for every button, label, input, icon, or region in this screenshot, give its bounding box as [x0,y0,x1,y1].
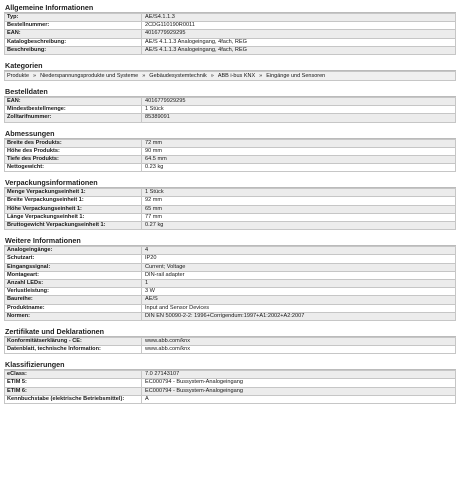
row-label: eClass: [5,371,142,378]
row-value: EC000794 - Bussystem-Analogeingang [145,387,243,394]
section-title: Kategorien [4,61,456,71]
product-datasheet [4,3,456,404]
row-label: Verlustleistung: [5,288,142,295]
row-label: Katalogbeschreibung: [5,39,142,46]
row-value: 1 Stück [145,106,164,113]
table-row [5,379,455,387]
row-label: Breite Verpackungseinheit 1: [5,197,142,204]
table-row [5,388,455,396]
row-value: EC000794 - Bussystem-Analogeingang [145,379,243,386]
row-value: 4016779929295 [145,30,186,37]
table-row [5,14,455,22]
row-label: Höhe des Produkts: [5,148,142,155]
section-kategorien [4,61,456,81]
row-value: 0.27 kg [145,222,164,228]
section-title: Klassifizierungen [4,360,456,370]
row-label: Montageart: [5,272,142,279]
row-label: Konformitätserklärung - CE: [5,338,142,345]
row-value: 90 mm [145,147,163,154]
table-row [5,272,455,280]
info-table [4,13,456,55]
table-row [5,305,455,313]
row-value: 7.0 27143107 [145,371,180,378]
row-value: Input and Sensor Devices [145,304,210,311]
row-value: 64.5 mm [145,155,167,162]
table-row [5,371,455,379]
table-row [5,206,455,214]
row-value: 65 mm [145,205,163,212]
breadcrumb-item[interactable]: Eingänge und Sensoren [266,72,326,79]
row-label: Länge Verpackungseinheit 1: [5,214,142,221]
row-label: Bruttogewicht Verpackungseinheit 1: [5,222,142,229]
section-abmessungen [4,129,456,173]
breadcrumb-item[interactable]: Niederspannungsprodukte und Systeme [40,72,139,79]
table-row [5,247,455,255]
breadcrumb-separator: » [33,72,37,79]
row-label: Typ: [5,14,142,21]
row-value: AE/S 4.1.1.3 Analogeingang, 4fach, REG [145,46,248,53]
table-row [5,396,455,404]
category-breadcrumb [4,71,456,81]
row-value: AE/S 4.1.1.3 Analogeingang, 4fach, REG [145,38,248,45]
row-value: AE/S4.1.1.3 [145,14,175,20]
row-label: Bestellnummer: [5,22,142,29]
row-label: ETIM 5: [5,379,142,386]
row-value: 77 mm [145,213,163,220]
row-value: 1 Stück [145,189,164,196]
row-label: Produktname: [5,305,142,312]
table-row [5,296,455,304]
table-row [5,140,455,148]
breadcrumb-separator: » [259,72,263,79]
row-value: A [145,395,149,402]
table-row [5,214,455,222]
info-table [4,188,456,230]
row-value: 4 [145,247,149,254]
table-row [5,148,455,156]
info-table [4,337,456,354]
table-row [5,106,455,114]
section-title: Weitere Informationen [4,236,456,246]
section-title: Abmessungen [4,129,456,139]
row-value: 4016779929295 [145,97,186,104]
row-label: Höhe Verpackungseinheit 1: [5,206,142,213]
row-label: Zolltarifnummer: [5,114,142,121]
row-value: 1 [145,279,149,286]
breadcrumb-separator: » [142,72,146,79]
row-label: Anzahl LEDs: [5,280,142,287]
row-value: Current; Voltage [145,263,186,270]
table-row [5,164,455,172]
row-label: Eingangssignal: [5,264,142,271]
row-value: DIN-rail adapter [145,271,185,278]
table-row [5,338,455,346]
row-value: DIN EN 50090-2-2: 1996+Corrigendum:1997+A1:2002+A2:2007 [145,312,305,319]
info-table [4,97,456,123]
section-bestelldaten [4,87,456,123]
row-label: EAN: [5,30,142,37]
row-value: IP20 [145,255,157,262]
row-value: AE/S [145,296,158,303]
row-label: Mindestbestellmenge: [5,106,142,113]
table-row [5,197,455,205]
row-label: Beschreibung: [5,47,142,54]
row-value: www.abb.com/knx [145,337,191,344]
section-weitere-informationen [4,236,456,321]
table-row [5,255,455,263]
section-verpackungsinformationen [4,178,456,230]
table-row [5,222,455,230]
info-table [4,370,456,404]
row-label: Menge Verpackungseinheit 1: [5,189,142,196]
table-row [5,280,455,288]
row-label: Schutzart: [5,255,142,262]
section-zertifikate [4,327,456,354]
table-row [5,189,455,197]
table-row [5,22,455,30]
row-value: www.abb.com/knx [145,346,191,353]
table-row [5,313,455,321]
row-value: 92 mm [145,197,163,204]
breadcrumb-separator: » [210,72,214,79]
row-label: Nettogewicht: [5,164,142,171]
breadcrumb-item[interactable]: Produkte [7,72,30,79]
info-table [4,246,456,321]
row-label: Normen: [5,313,142,320]
row-label: ETIM 6: [5,388,142,395]
breadcrumb-item[interactable]: Gebäudesystemtechnik [149,72,207,79]
section-title: Bestelldaten [4,87,456,97]
row-label: EAN: [5,98,142,105]
row-label: Kennbuchstabe (elektrische Betriebsmittel): [5,396,142,403]
table-row [5,288,455,296]
table-row [5,264,455,272]
section-title: Verpackungsinformationen [4,178,456,188]
section-title: Zertifikate und Deklarationen [4,327,456,337]
row-value: 85389091 [145,114,170,121]
row-value: 2CDG110190R0011 [145,22,195,29]
table-row [5,114,455,122]
breadcrumb-item[interactable]: ABB i-bus KNX [217,72,256,79]
table-row [5,98,455,106]
row-label: Tiefe des Produkts: [5,156,142,163]
table-row [5,346,455,354]
row-value: 0.23 kg [145,164,164,171]
table-row [5,47,455,55]
row-value: 72 mm [145,139,163,146]
row-label: Analogeingänge: [5,247,142,254]
table-row [5,39,455,47]
section-title: Allgemeine Informationen [4,3,456,13]
row-label: Datenblatt, technische Information: [5,346,142,353]
info-table [4,139,456,173]
table-row [5,30,455,38]
row-value: 3 W [145,288,155,295]
section-allgemeine-informationen [4,3,456,55]
row-label: Baureihe: [5,296,142,303]
table-row [5,156,455,164]
section-klassifizierungen [4,360,456,404]
row-label: Breite des Produkts: [5,140,142,147]
